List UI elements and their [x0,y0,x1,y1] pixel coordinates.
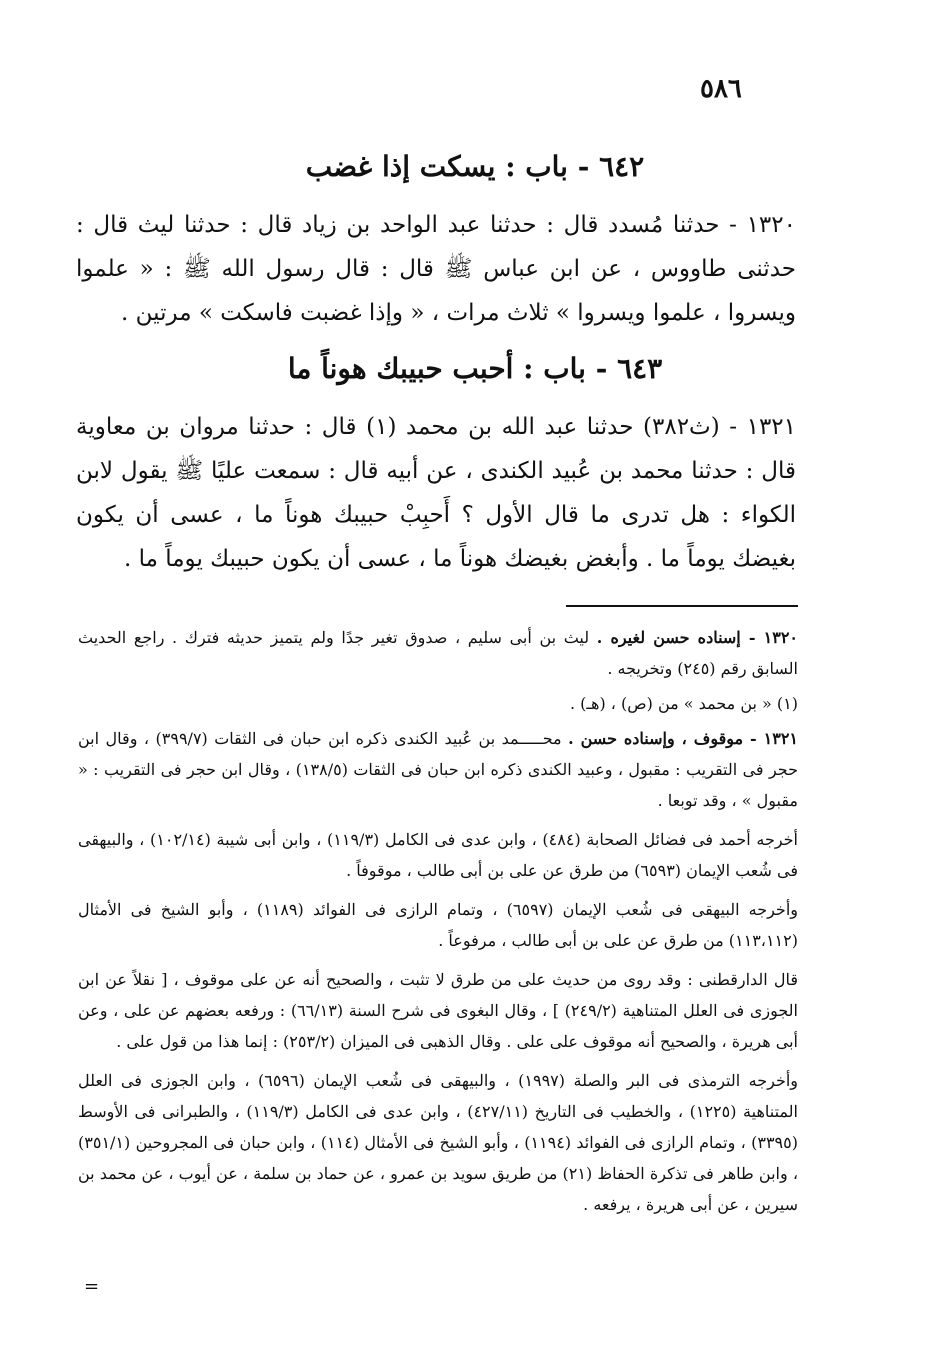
footnote-divider [566,605,798,607]
footnote-takhrij-3 [78,1065,798,1220]
footnote-1320 [78,622,798,684]
footnote-daraqutni [78,964,798,1057]
footnote-1321 [78,723,798,816]
hadith-1320: ١٣٢٠ - حدثنا مُسدد قال : حدثنا عبد الواحد بن زياد قال : حدثنا ليث قال : حدثنى طاووس ، عن ابن عباس ﷺ قال : قال رسول الله ﷺ : « علموا ويسروا ، علموا ويسروا » ثلاث مرات ، « وإذا غضبت فاسكت » مرتين . [76,212,796,326]
footnote-heading: ١٣٢٠ - إسناده حسن لغيره . [596,628,798,647]
footnote-text: أخرجه أحمد فى فضائل الصحابة (٤٨٤) ، وابن عدى فى الكامل (١١٩/٣) ، وابن أبى شيبة (١٠٢/١٤) ، والبيهقى فى شُعب الإيمان (٦٥٩٣) من طرق عن على بن أبى طالب ، موقوفاً . [78,830,799,880]
footnote-text: وأخرجه البيهقى فى شُعب الإيمان (٦٥٩٧) ، وتمام الرازى فى الفوائد (١١٨٩) ، وأبو الشيخ فى الأمثال (١١٣،١١٢) من طرق عن على بن أبى طالب ، مرفوعاً . [78,900,798,950]
footnote-text: قال الدارقطنى : وقد روى من حديث على من طرق لا تثبت ، والصحيح أنه عن على موقوف ، [ نقلاً عن ابن الجوزى فى العلل المتناهية (٢٤٩/٢) ] ، وقال البغوى فى شرح السنة (٦٦/١٣) : ورفعه بعضهم عن على ، وعن أبى هريرة ، والصحيح أنه موقوف على على . وقال الذهبى فى الميزان (٢٥٣/٢) : إنما هذا من قول على . [78,970,799,1051]
footnotes [78,622,798,1224]
chapter-heading-643: ٦٤٣ - باب : أحبب حبيبك هوناً ما [287,352,663,385]
chapter-heading-642: ٦٤٢ - باب : يسكت إذا غضب [305,150,645,183]
footnote-variant-note [78,688,798,719]
hadith-1321: ١٣٢١ - (ث٣٨٢) حدثنا عبد الله بن محمد (١) قال : حدثنا مروان بن معاوية قال : حدثنا محمد بن عُبيد الكندى ، عن أبيه قال : سمعت عليًا ﷺ يقول لابن الكواء : هل تدرى ما قال الأول ؟ أَحبِبْ حبيبك هوناً ما ، عسى أن يكون بغيضك يوماً ما . وأبغض بغيضك هوناً ما ، عسى أن يكون حبيبك يوماً ما . [76,414,797,572]
footnote-text: وأخرجه الترمذى فى البر والصلة (١٩٩٧) ، والبيهقى فى شُعب الإيمان (٦٥٩٦) ، وابن الجوزى فى العلل المتناهية (١٢٢٥) ، والخطيب فى التاريخ (٤٢٧/١١) ، وابن عدى فى الكامل (١١٩/٣) ، والطبرانى فى الأوسط (٣٣٩٥) ، وتمام الرازى فى الفوائد (١١٩٤) ، وأبو الشيخ فى الأمثال (١١٤) ، وابن حبان فى المجروحين (٣٥١/١) ، وابن طاهر فى تذكرة الحفاظ (٢١) من طريق سويد بن عمرو ، عن حماد بن سلمة ، عن أيوب ، عن محمد بن سيرين ، عن أبى هريرة ، يرفعه . [78,1071,799,1214]
footnote-heading: ١٣٢١ - موقوف ، وإسناده حسن . [568,729,799,748]
footnote-text: محـــــمد بن عُبيد الكندى ذكره ابن حبان فى الثقات (٣٩٩/٧) ، وقال ابن حجر فى التقريب : مقبول ، وعبيد الكندى ذكره ابن حبان فى الثقات (١٣٨/٥) ، وقال ابن حجر فى التقريب : « مقبول » ، وقد توبعا . [78,729,798,810]
footnote-text: ليث بن أبى سليم ، صدوق تغير جدًا ولم يتميز حديثه فترك . راجع الحديث السابق رقم (٢٤٥) وتخريجه . [78,628,798,678]
footnote-takhrij-1 [78,824,798,886]
footnote-takhrij-2 [78,894,798,956]
page-number: ٥٨٦ [700,74,742,104]
footnote-text: (١) « بن محمد » من (ص) ، (هـ) . [569,694,798,713]
continuation-mark: = [84,1276,100,1297]
